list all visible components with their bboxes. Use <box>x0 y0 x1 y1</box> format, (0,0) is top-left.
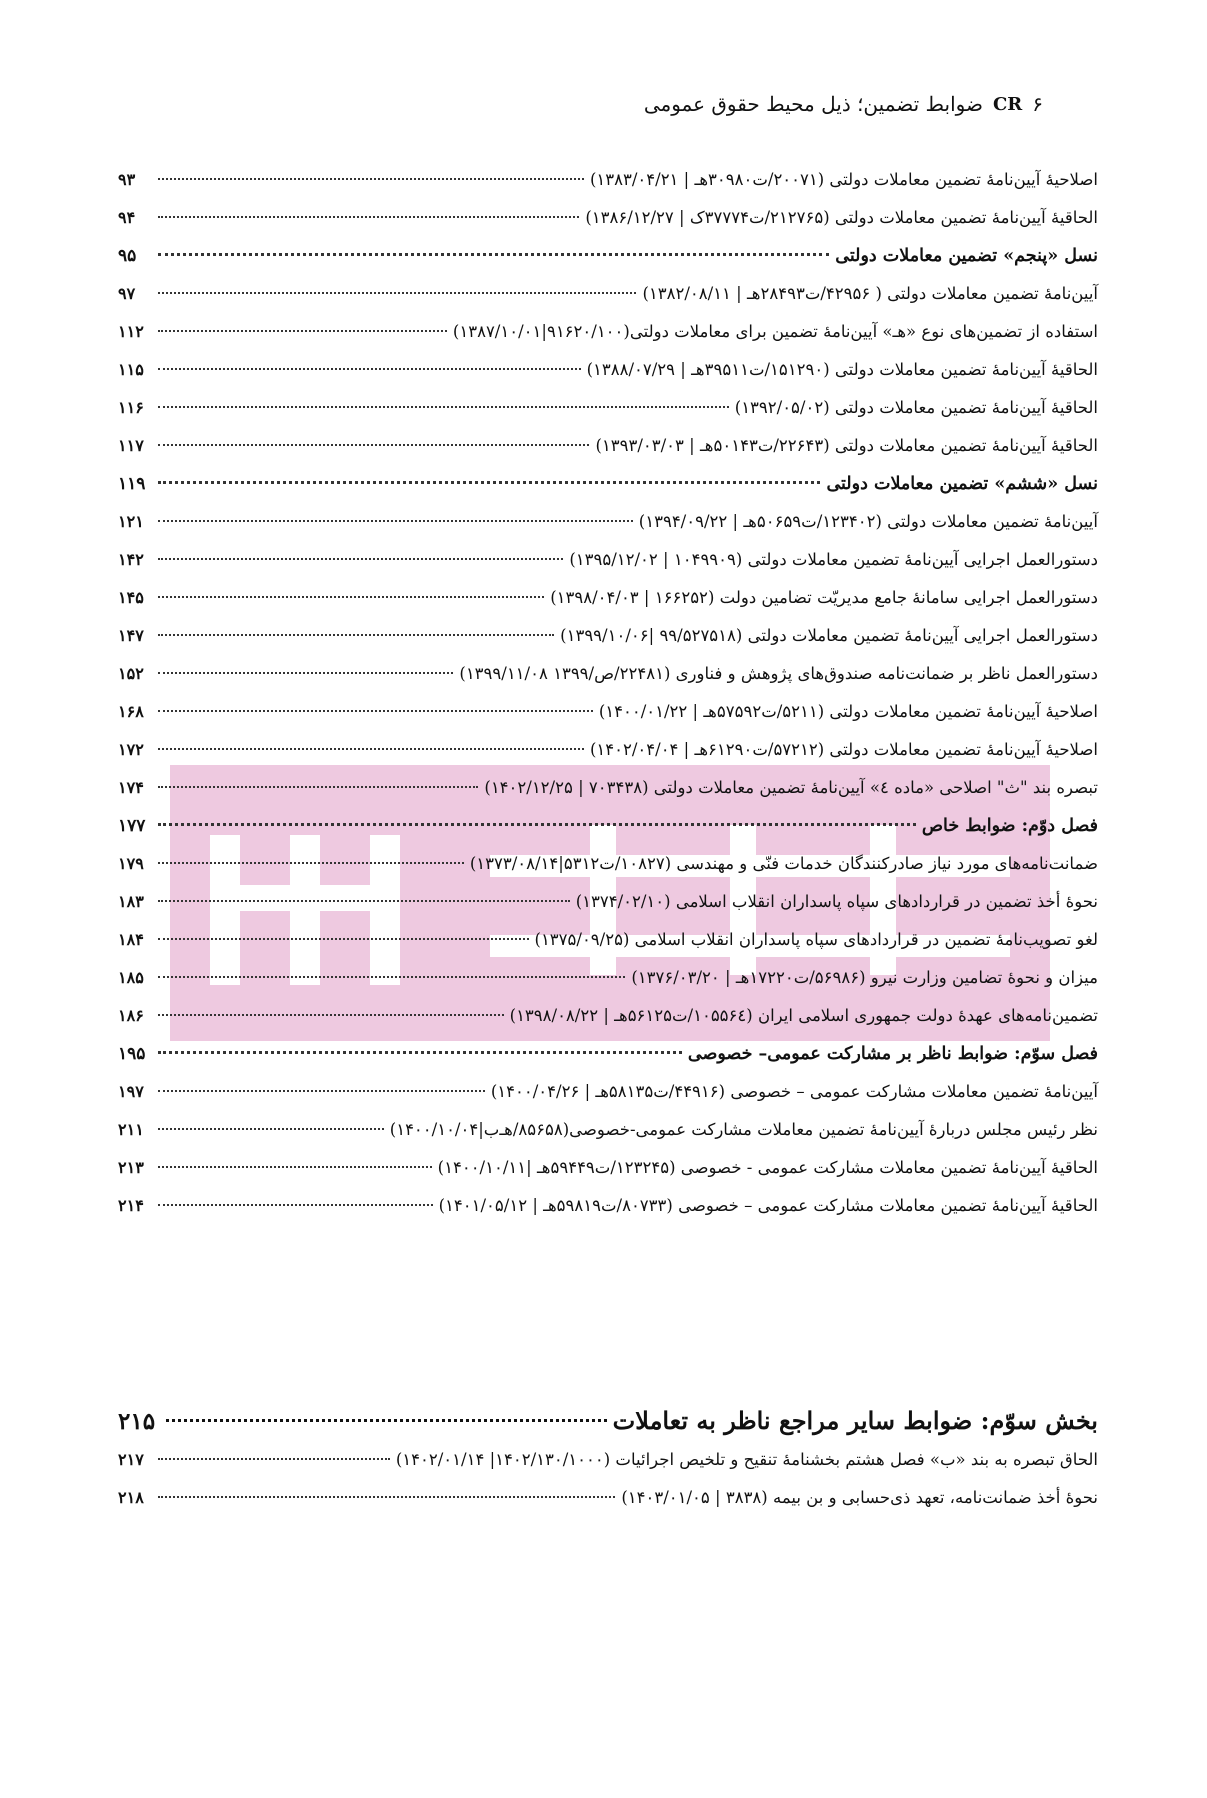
toc-page-number: ۲۱۵ <box>118 1408 156 1435</box>
toc-page-number: ۱۲۱ <box>118 512 144 531</box>
toc-entry-title: میزان و نحوهٔ تضامین وزارت نیرو (۵۶۹۸۶/ت۱۷۲۲۰هـ | ۱۳۷۶/۰۳/۲۰) <box>631 968 1098 987</box>
toc-page-number: ۱۵۲ <box>118 664 144 683</box>
toc-entry <box>118 170 1098 208</box>
toc-page-number: ۱۴۲ <box>118 550 144 569</box>
dot-leader <box>158 368 581 370</box>
toc-entry-title: استفاده از تضمین‌های نوع «هـ» آیین‌نامهٔ تضمین برای معاملات دولتی(۹۱۶۲۰/۱۰۰|۱۳۸۷/۱۰/۰۱) <box>452 322 1098 341</box>
toc-section-heading <box>118 246 1098 284</box>
toc-page-number: ۱۱۹ <box>118 474 146 494</box>
toc-entry <box>118 1196 1098 1234</box>
toc-entry <box>118 968 1098 1006</box>
toc-entry <box>118 588 1098 626</box>
dot-leader <box>158 1014 504 1016</box>
toc-page-number: ۲۱۷ <box>118 1450 144 1469</box>
toc-entry <box>118 208 1098 246</box>
toc-section-heading <box>118 474 1098 512</box>
toc-page-number: ۲۱۸ <box>118 1488 144 1507</box>
toc-page-number: ۱۸۶ <box>118 1006 144 1025</box>
ornament-icon: CR <box>992 93 1023 115</box>
toc-page-number: ۱۷۷ <box>118 816 146 836</box>
toc-entry-title: دستورالعمل اجرایی آیین‌نامهٔ تضمین معاملات دولتی (۹۹/۵۲۷۵۱۸ |۱۳۹۹/۱۰/۰۶) <box>560 626 1098 645</box>
toc-entry-title: اصلاحیهٔ آیین‌نامهٔ تضمین معاملات دولتی (۵۲۱۱/ت۵۷۵۹۲هـ | ۱۴۰۰/۰۱/۲۲) <box>598 702 1098 721</box>
toc-entry <box>118 436 1098 474</box>
toc-entry <box>118 626 1098 664</box>
toc-page-number: ۱۷۹ <box>118 854 144 873</box>
toc-entry-title: الحاقیهٔ آیین‌نامهٔ تضمین معاملات دولتی (۱۳۹۲/۰۵/۰۲) <box>734 398 1098 417</box>
dot-leader <box>158 444 589 446</box>
toc-page-number: ۱۷۲ <box>118 740 144 759</box>
toc-page-number: ۱۷۴ <box>118 778 144 797</box>
toc-entry <box>118 740 1098 778</box>
toc-entry <box>118 512 1098 550</box>
dot-leader <box>158 596 544 598</box>
running-header <box>644 92 1043 116</box>
toc-page-number: ۱۸۴ <box>118 930 144 949</box>
dot-leader <box>166 1419 607 1422</box>
toc-page-number: ۱۱۶ <box>118 398 144 417</box>
toc-entry <box>118 322 1098 360</box>
toc-page-number: ۱۱۲ <box>118 322 144 341</box>
toc-entry-title: نسل «پنجم» تضمین معاملات دولتی <box>835 246 1098 266</box>
toc-entry-title: الحاق تبصره به بند «ب» فصل هشتم بخشنامهٔ تنقیح و تلخیص اجرائیات (۱۴۰۲/۱۳۰/۱۰۰۰| ۱۴۰۲/۰۱/۱۴) <box>395 1450 1098 1469</box>
toc-entry-title: نظر رئیس مجلس دربارهٔ آیین‌نامهٔ تضمین معاملات مشارکت عمومی-خصوصی(۸۵۶۵۸/هـ‌ب|۱۴۰۰/۱۰/۰۴) <box>389 1120 1098 1139</box>
toc-entry <box>118 702 1098 740</box>
dot-leader <box>158 1051 682 1054</box>
toc-entry-title: الحاقیهٔ آیین‌نامهٔ تضمین معاملات دولتی (۲۲۶۴۳/ت۵۰۱۴۳هـ | ۱۳۹۳/۰۳/۰۳) <box>595 436 1098 455</box>
dot-leader <box>158 823 916 826</box>
toc-entry-title: نحوهٔ أخذ تضمین در قراردادهای سپاه پاسداران انقلاب اسلامی (۱۳۷۴/۰۲/۱۰) <box>575 892 1098 911</box>
toc-page-number: ۱۶۸ <box>118 702 144 721</box>
toc-entry-title: الحاقیهٔ آیین‌نامهٔ تضمین معاملات مشارکت عمومی - خصوصی (۱۲۳۲۴۵/ت۵۹۴۴۹هـ |۱۴۰۰/۱۰/۱۱) <box>437 1158 1098 1177</box>
toc-entry-title: نسل «ششم» تضمین معاملات دولتی <box>826 474 1098 494</box>
toc-entry-title: تبصره بند "ث" اصلاحی «ماده ٤» آیین‌نامهٔ تضمین معاملات دولتی (۷۰۳۴۳۸ | ۱۴۰۲/۱۲/۲۵) <box>484 778 1098 797</box>
toc-page-number: ۹۵ <box>118 246 137 266</box>
toc-entry-title: آیین‌نامهٔ تضمین معاملات مشارکت عمومی – خصوصی (۴۴۹۱۶/ت۵۸۱۳۵هـ | ۱۴۰۰/۰۴/۲۶) <box>490 1082 1098 1101</box>
table-of-contents <box>118 170 1098 1234</box>
toc-page-number: ۲۱۳ <box>118 1158 144 1177</box>
dot-leader <box>158 748 584 750</box>
toc-entry-title: لغو تصویب‌نامهٔ تضمین در قراردادهای سپاه پاسداران انقلاب اسلامی (۱۳۷۵/۰۹/۲۵) <box>534 930 1098 949</box>
toc-entry-title: بخش سوّم: ضوابط سایر مراجع ناظر به تعاملات <box>612 1406 1098 1435</box>
toc-page-number: ۱۸۵ <box>118 968 144 987</box>
table-of-contents-part-three <box>118 1406 1098 1526</box>
toc-page-number: ۲۱۴ <box>118 1196 144 1215</box>
toc-entry <box>118 778 1098 816</box>
dot-leader <box>158 253 829 256</box>
toc-entry <box>118 360 1098 398</box>
toc-page-number: ۱۸۳ <box>118 892 144 911</box>
dot-leader <box>158 786 478 788</box>
dot-leader <box>158 178 584 180</box>
toc-entry <box>118 664 1098 702</box>
toc-page-number: ۱۴۵ <box>118 588 144 607</box>
dot-leader <box>158 634 554 636</box>
toc-entry <box>118 1450 1098 1488</box>
toc-entry <box>118 930 1098 968</box>
toc-page-number: ۹۴ <box>118 208 136 227</box>
toc-part-heading <box>118 1406 1098 1450</box>
toc-entry-title: دستورالعمل اجرایی سامانهٔ جامع مدیریّت تضامین دولت (۱۶۶۲۵۲ | ۱۳۹۸/۰۴/۰۳) <box>550 588 1098 607</box>
dot-leader <box>158 1166 432 1168</box>
dot-leader <box>158 672 453 674</box>
toc-page-number: ۱۴۷ <box>118 626 144 645</box>
dot-leader <box>158 558 563 560</box>
toc-entry-title: دستورالعمل ناظر بر ضمانت‌نامه صندوق‌های پژوهش و فناوری (۲۲۴۸۱/ص/۱۳۹۹ ۱۳۹۹/۱۱/۰۸) <box>459 664 1098 683</box>
toc-entry-title: اصلاحیهٔ آیین‌نامهٔ تضمین معاملات دولتی (۵۷۲۱۲/ت۶۱۲۹۰هـ | ۱۴۰۲/۰۴/۰۴) <box>589 740 1098 759</box>
toc-entry <box>118 1120 1098 1158</box>
toc-entry-title: تضمین‌نامه‌های عهدهٔ دولت جمهوری اسلامی ایران (۱۰۵۵۶٤/ت۵۶۱۲۵هـ | ۱۳۹۸/۰۸/۲۲) <box>509 1006 1098 1025</box>
dot-leader <box>158 292 636 294</box>
toc-entry-title: اصلاحیهٔ آیین‌نامهٔ تضمین معاملات دولتی (۲۰۰۷۱/ت۳۰۹۸۰هـ | ۱۳۸۳/۰۴/۲۱) <box>589 170 1098 189</box>
toc-entry <box>118 854 1098 892</box>
dot-leader <box>158 900 570 902</box>
dot-leader <box>158 330 447 332</box>
toc-entry <box>118 1082 1098 1120</box>
toc-page-number: ۱۹۷ <box>118 1082 144 1101</box>
toc-entry <box>118 284 1098 322</box>
toc-page-number: ۹۳ <box>118 170 136 189</box>
dot-leader <box>158 406 729 408</box>
toc-entry-title: الحاقیهٔ آیین‌نامهٔ تضمین معاملات مشارکت عمومی – خصوصی (۸۰۷۳۳/ت۵۹۸۱۹هـ | ۱۴۰۱/۰۵/۱۲) <box>438 1196 1098 1215</box>
toc-entry <box>118 1006 1098 1044</box>
toc-entry-title: الحاقیهٔ آیین‌نامهٔ تضمین معاملات دولتی (۱۵۱۲۹۰/ت۳۹۵۱۱هـ | ۱۳۸۸/۰۷/۲۹) <box>586 360 1098 379</box>
dot-leader <box>158 976 625 978</box>
toc-entry-title: الحاقیهٔ آیین‌نامهٔ تضمین معاملات دولتی (۲۱۲۷۶۵/ت۳۷۷۷۴ک | ۱۳۸۶/۱۲/۲۷) <box>585 208 1098 227</box>
toc-entry-title: نحوهٔ أخذ ضمانت‌نامه، تعهد ذی‌حسابی و بن بیمه (۳۸۳۸ | ۱۴۰۳/۰۱/۰۵) <box>621 1488 1098 1507</box>
toc-page-number: ۱۹۵ <box>118 1044 146 1064</box>
dot-leader <box>158 1496 615 1498</box>
toc-page-number: ۱۱۷ <box>118 436 144 455</box>
toc-section-heading <box>118 1044 1098 1082</box>
dot-leader <box>158 1458 390 1460</box>
toc-entry <box>118 1488 1098 1526</box>
header-book-title: ضوابط تضمین؛ ذیل محیط حقوق عمومی <box>643 92 983 116</box>
dot-leader <box>158 216 579 218</box>
dot-leader <box>158 1090 485 1092</box>
toc-section-heading <box>118 816 1098 854</box>
dot-leader <box>158 938 529 940</box>
toc-entry <box>118 1158 1098 1196</box>
dot-leader <box>158 1204 433 1206</box>
toc-page-number: ۲۱۱ <box>118 1120 144 1139</box>
dot-leader <box>158 862 464 864</box>
toc-entry <box>118 892 1098 930</box>
toc-entry-title: فصل دوّم: ضوابط خاص <box>921 816 1098 836</box>
dot-leader <box>158 520 633 522</box>
toc-entry-title: آیین‌نامهٔ تضمین معاملات دولتی ( ۴۲۹۵۶/ت۲۸۴۹۳هـ | ۱۳۸۲/۰۸/۱۱) <box>642 284 1098 303</box>
toc-entry-title: آیین‌نامهٔ تضمین معاملات دولتی (۱۲۳۴۰۲/ت۵۰۶۵۹هـ | ۱۳۹۴/۰۹/۲۲) <box>638 512 1098 531</box>
toc-entry-title: ضمانت‌نامه‌های مورد نیاز صادرکنندگان خدمات فنّی و مهندسی (۱۰۸۲۷/ت۵۳۱۲|۱۳۷۳/۰۸/۱۴) <box>469 854 1098 873</box>
dot-leader <box>158 710 593 712</box>
header-page-number: ۶ <box>1032 92 1043 116</box>
toc-entry-title: دستورالعمل اجرایی آیین‌نامهٔ تضمین معاملات دولتی (۱۰۴۹۹۰۹ | ۱۳۹۵/۱۲/۰۲) <box>569 550 1098 569</box>
dot-leader <box>158 481 820 484</box>
toc-page-number: ۱۱۵ <box>118 360 144 379</box>
toc-page-number: ۹۷ <box>118 284 136 303</box>
toc-entry <box>118 550 1098 588</box>
toc-entry <box>118 398 1098 436</box>
dot-leader <box>158 1128 384 1130</box>
toc-entry-title: فصل سوّم: ضوابط ناظر بر مشارکت عمومی– خصوصی <box>687 1044 1098 1064</box>
